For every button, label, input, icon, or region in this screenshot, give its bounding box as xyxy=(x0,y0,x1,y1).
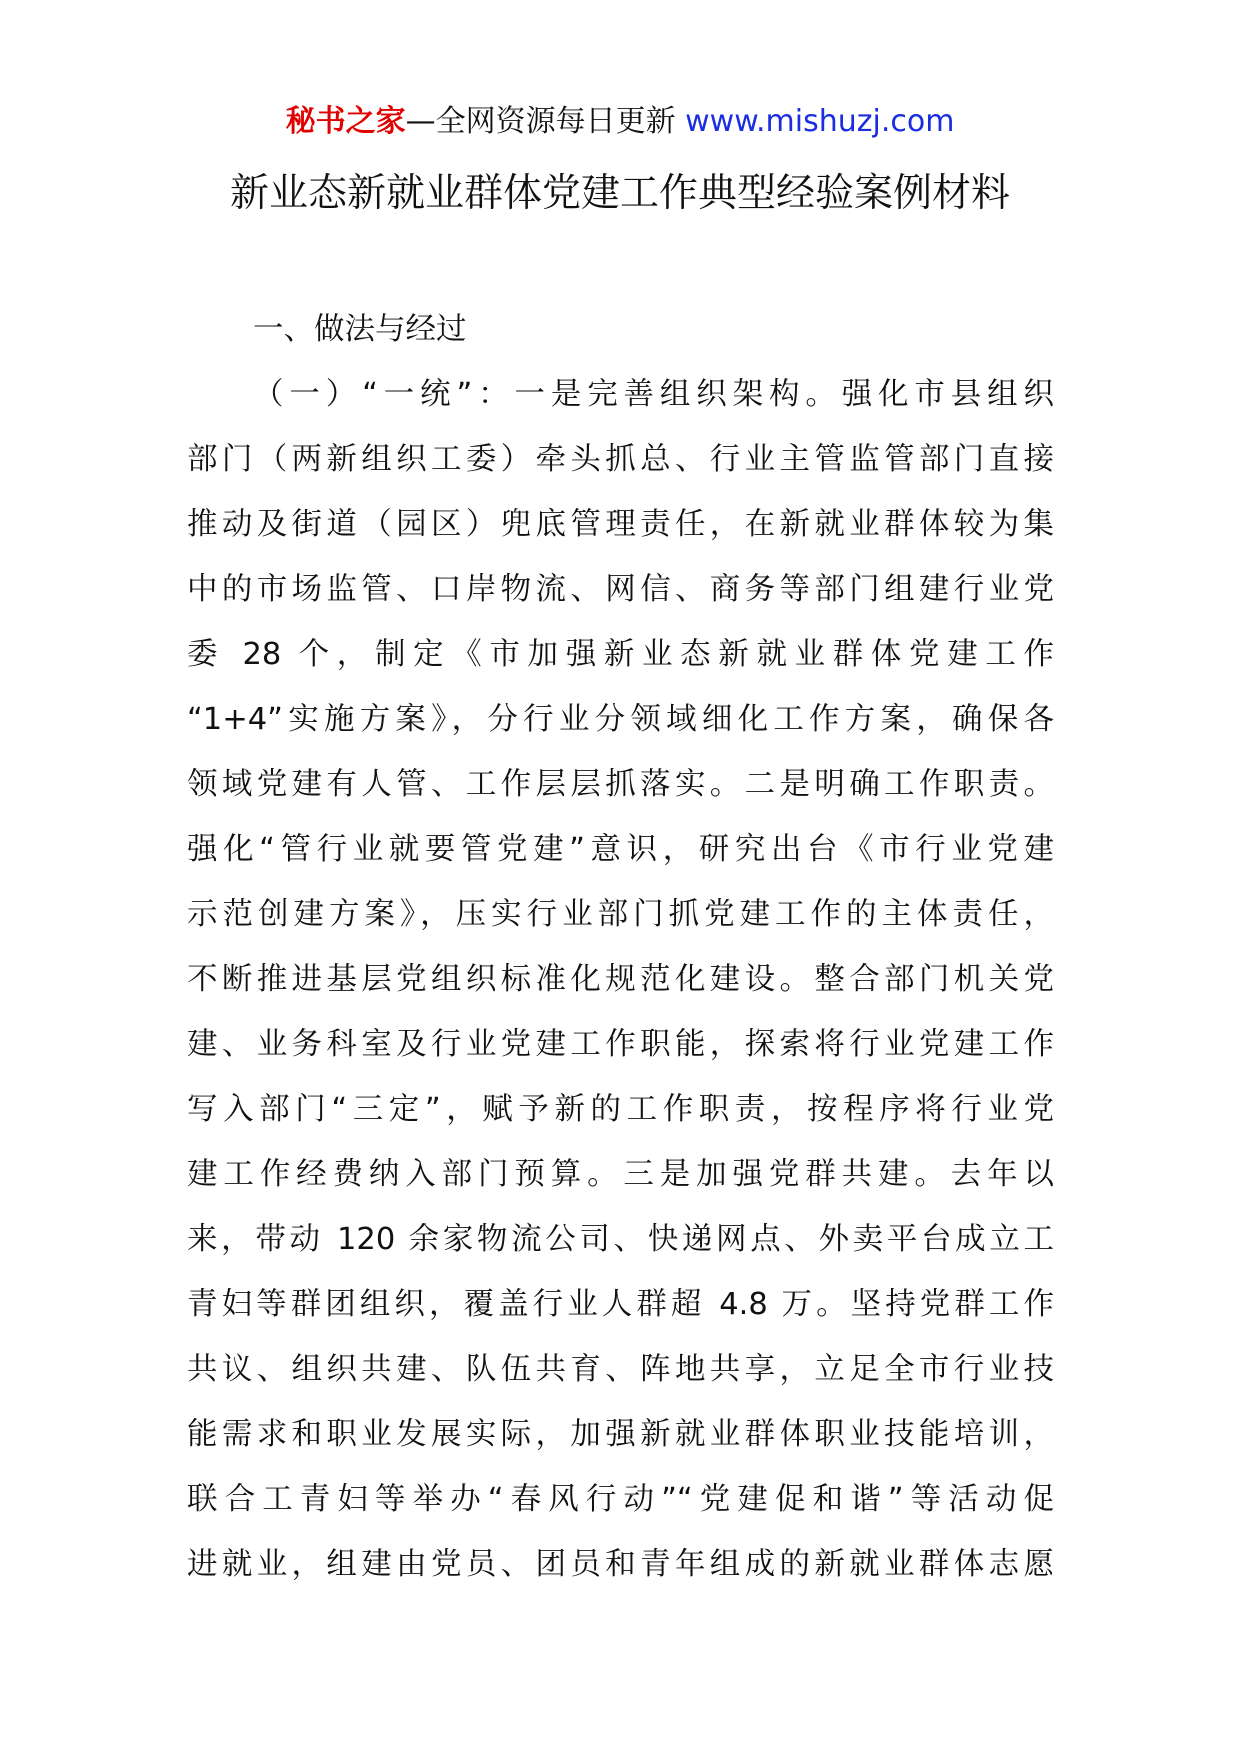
paragraph-line: 推动及街道（园区）兜底管理责任，在新就业群体较为集 xyxy=(187,507,1054,542)
paragraph-line: 中的市场监管、口岸物流、网信、商务等部门组建行业党 xyxy=(187,572,1054,607)
document-title: 新业态新就业群体党建工作典型经验案例材料 xyxy=(229,171,1010,216)
paragraph-line: 青妇等群团组织，覆盖行业人群超 4.8 万。坚持党群工作 xyxy=(187,1287,1054,1322)
paragraph-line: 进就业，组建由党员、团员和青年组成的新就业群体志愿 xyxy=(187,1547,1054,1582)
paragraph-line: 建工作经费纳入部门预算。三是加强党群共建。去年以 xyxy=(187,1157,1054,1192)
site-url: www.mishuzj.com xyxy=(685,104,955,139)
paragraph-line: “1+4”实施方案》，分行业分领域细化工作方案，确保各 xyxy=(187,702,1054,737)
paragraph-line: （一）“一统”：一是完善组织架构。强化市县组织 xyxy=(253,377,1054,412)
paragraph-line: 领域党建有人管、工作层层抓落实。二是明确工作职责。 xyxy=(187,767,1054,802)
header-tagline: —全网资源每日更新 xyxy=(405,104,676,139)
paragraph-line: 委 28 个，制定《市加强新业态新就业群体党建工作 xyxy=(187,637,1054,672)
paragraph-line: 建、业务科室及行业党建工作职能，探索将行业党建工作 xyxy=(187,1027,1054,1062)
site-header xyxy=(0,102,1240,142)
paragraph-line: 示范创建方案》，压实行业部门抓党建工作的主体责任， xyxy=(187,897,1054,932)
brand-name: 秘书之家 xyxy=(285,104,406,139)
paragraph-line: 能需求和职业发展实际，加强新就业群体职业技能培训， xyxy=(187,1417,1054,1452)
paragraph-line: 部门（两新组织工委）牵头抓总、行业主管监管部门直接 xyxy=(187,442,1054,477)
paragraph-line: 来，带动 120 余家物流公司、快递网点、外卖平台成立工 xyxy=(187,1222,1054,1257)
document-body xyxy=(187,297,1054,1597)
paragraph-line: 强化“管行业就要管党建”意识，研究出台《市行业党建 xyxy=(187,832,1054,867)
paragraph-line: 不断推进基层党组织标准化规范化建设。整合部门机关党 xyxy=(187,962,1054,997)
paragraph-line: 联合工青妇等举办“春风行动”“党建促和谐”等活动促 xyxy=(187,1482,1054,1517)
section-heading: 一、做法与经过 xyxy=(253,312,467,347)
paragraph-line: 共议、组织共建、队伍共育、阵地共享，立足全市行业技 xyxy=(187,1352,1054,1387)
paragraph-line: 写入部门“三定”，赋予新的工作职责，按程序将行业党 xyxy=(187,1092,1054,1127)
